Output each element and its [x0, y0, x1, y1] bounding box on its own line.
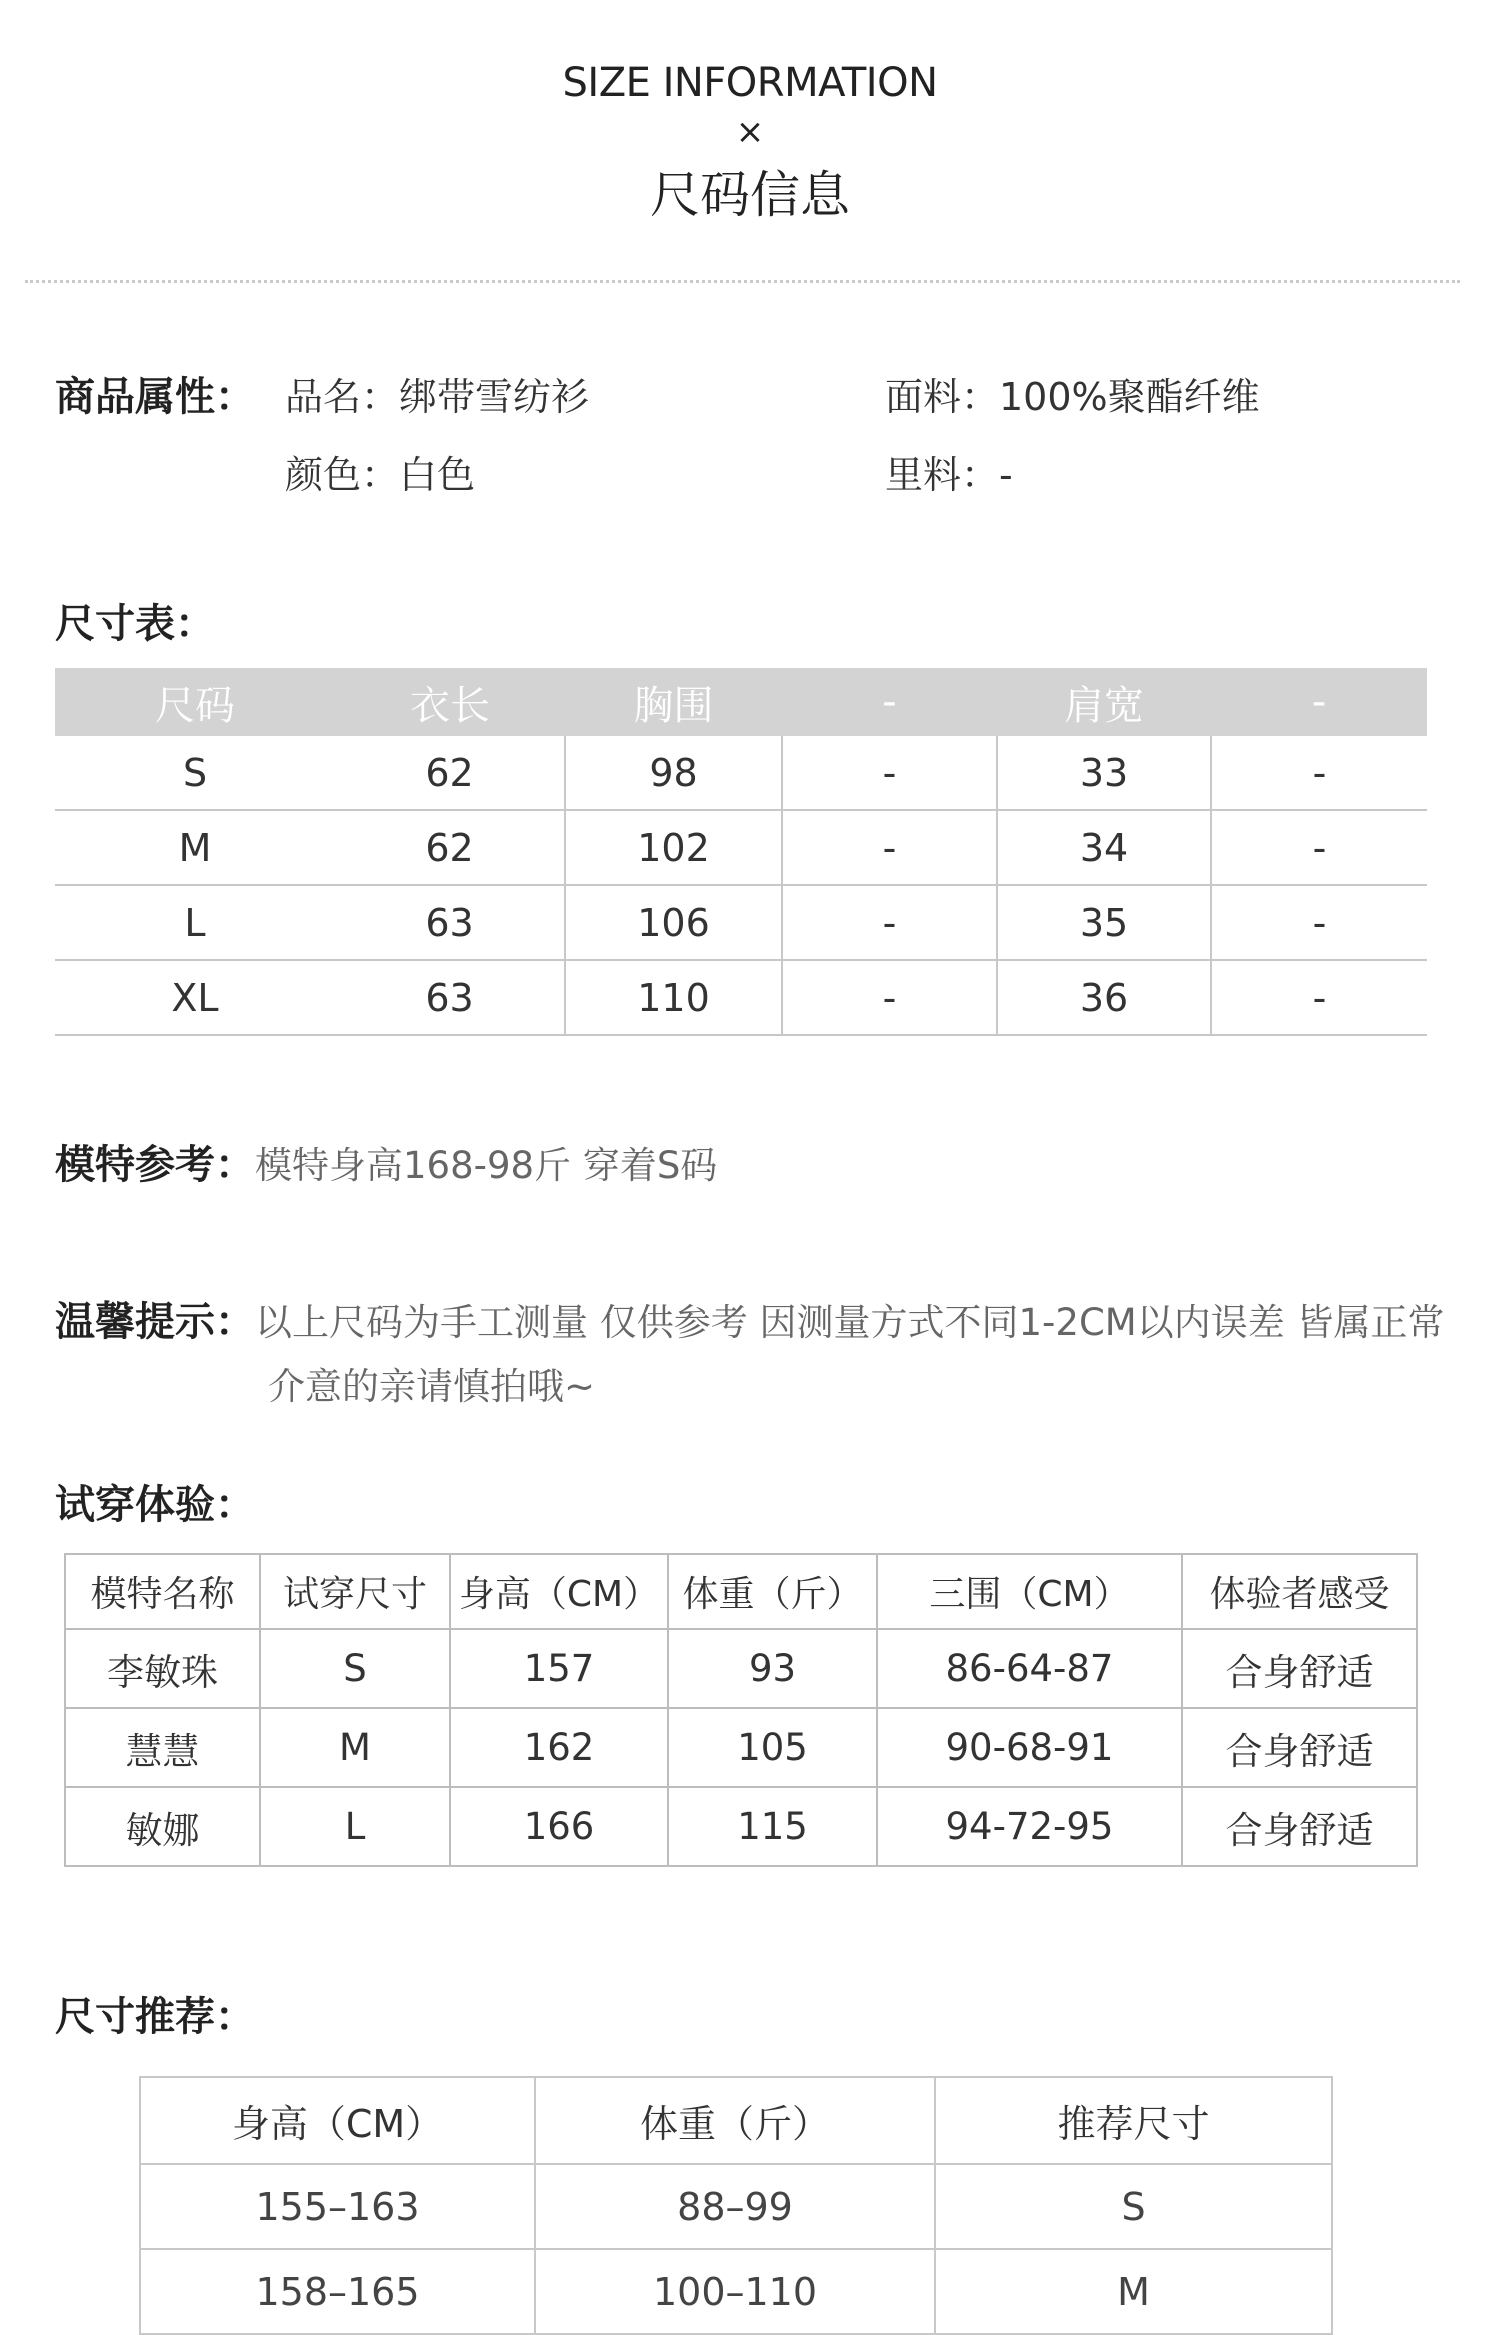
table-cell: - [782, 885, 997, 960]
table-cell: - [1211, 885, 1427, 960]
table-cell: M [935, 2249, 1332, 2334]
table-cell: 166 [450, 1787, 668, 1866]
table-cell: M [260, 1708, 450, 1787]
table-cell: - [782, 810, 997, 885]
table-cell: - [1211, 736, 1427, 810]
attribute-fabric: 面料：100%聚酯纤维 [885, 375, 1260, 419]
table-cell: 94-72-95 [877, 1787, 1182, 1866]
table-cell: - [782, 736, 997, 810]
table-row [140, 2164, 1332, 2249]
table-cell: 162 [450, 1708, 668, 1787]
table-cell: L [55, 885, 335, 960]
table-cell: 115 [668, 1787, 877, 1866]
recommend-header: 体重（斤） [535, 2077, 935, 2164]
attribute-color: 颜色：白色 [285, 453, 476, 497]
try-on-table [64, 1553, 1418, 1867]
size-chart-header: 衣长 [335, 668, 565, 736]
recommend-header-row [140, 2077, 1332, 2164]
recommend-header: 推荐尺寸 [935, 2077, 1332, 2164]
attributes-label: 商品属性： [55, 374, 255, 420]
model-reference-label: 模特参考： [55, 1142, 255, 1188]
table-cell: 93 [668, 1629, 877, 1708]
table-cell: S [935, 2164, 1332, 2249]
try-on-header: 模特名称 [65, 1554, 260, 1629]
table-cell: 158–165 [140, 2249, 535, 2334]
attribute-name: 品名：绑带雪纺衫 [285, 375, 590, 419]
tips-line-2: 介意的亲请慎拍哦~ [268, 1365, 596, 1408]
size-chart-header-row [55, 668, 1427, 736]
table-cell: 110 [565, 960, 782, 1035]
tips [55, 1290, 1444, 1347]
model-reference [55, 1133, 717, 1190]
tips-label: 温馨提示： [55, 1299, 255, 1345]
size-chart-header: - [1211, 668, 1427, 736]
try-on-label: 试穿体验： [55, 1482, 255, 1528]
size-chart-header: 胸围 [565, 668, 782, 736]
table-cell: XL [55, 960, 335, 1035]
attribute-lining: 里料：- [885, 453, 1013, 497]
table-cell: 100–110 [535, 2249, 935, 2334]
table-row [65, 1708, 1417, 1787]
try-on-header: 三围（CM） [877, 1554, 1182, 1629]
title-english: SIZE INFORMATION [562, 60, 938, 106]
table-cell: - [782, 960, 997, 1035]
try-on-header: 试穿尺寸 [260, 1554, 450, 1629]
table-cell: 155–163 [140, 2164, 535, 2249]
table-cell: 合身舒适 [1182, 1708, 1417, 1787]
table-cell: 合身舒适 [1182, 1787, 1417, 1866]
title-chinese: 尺码信息 [650, 166, 850, 224]
table-row [65, 1787, 1417, 1866]
dotted-divider [25, 280, 1460, 283]
table-cell: L [260, 1787, 450, 1866]
table-cell: 157 [450, 1629, 668, 1708]
table-row [55, 810, 1427, 885]
table-cell: 86-64-87 [877, 1629, 1182, 1708]
recommend-table [139, 2076, 1333, 2335]
table-cell: 敏娜 [65, 1787, 260, 1866]
table-cell: 105 [668, 1708, 877, 1787]
table-cell: 63 [335, 960, 565, 1035]
table-cell: 36 [997, 960, 1211, 1035]
table-cell: 35 [997, 885, 1211, 960]
size-chart-header: 肩宽 [997, 668, 1211, 736]
table-row [55, 960, 1427, 1035]
tips-line-1: 以上尺码为手工测量 仅供参考 因测量方式不同1-2CM以内误差 皆属正常 [255, 1301, 1445, 1344]
table-cell: S [260, 1629, 450, 1708]
table-cell: 慧慧 [65, 1708, 260, 1787]
table-cell: 106 [565, 885, 782, 960]
table-cell: - [1211, 810, 1427, 885]
table-row [140, 2249, 1332, 2334]
table-row [55, 885, 1427, 960]
recommend-header: 身高（CM） [140, 2077, 535, 2164]
size-chart-table [55, 668, 1427, 1036]
table-cell: 102 [565, 810, 782, 885]
try-on-header: 体重（斤） [668, 1554, 877, 1629]
table-cell: 李敏珠 [65, 1629, 260, 1708]
recommend-label: 尺寸推荐： [55, 1994, 255, 2040]
table-row [65, 1629, 1417, 1708]
table-cell: S [55, 736, 335, 810]
size-chart-header: - [782, 668, 997, 736]
table-cell: 63 [335, 885, 565, 960]
try-on-header: 身高（CM） [450, 1554, 668, 1629]
try-on-header: 体验者感受 [1182, 1554, 1417, 1629]
table-cell: 33 [997, 736, 1211, 810]
model-reference-text: 模特身高168-98斤 穿着S码 [255, 1144, 718, 1187]
try-on-header-row [65, 1554, 1417, 1629]
table-cell: 98 [565, 736, 782, 810]
size-chart-label: 尺寸表： [55, 601, 215, 647]
table-cell: 合身舒适 [1182, 1629, 1417, 1708]
table-row [55, 736, 1427, 810]
title-separator: × [735, 112, 765, 152]
table-cell: - [1211, 960, 1427, 1035]
table-cell: 34 [997, 810, 1211, 885]
table-cell: M [55, 810, 335, 885]
size-chart-header: 尺码 [55, 668, 335, 736]
table-cell: 90-68-91 [877, 1708, 1182, 1787]
table-cell: 62 [335, 810, 565, 885]
table-cell: 62 [335, 736, 565, 810]
table-cell: 88–99 [535, 2164, 935, 2249]
